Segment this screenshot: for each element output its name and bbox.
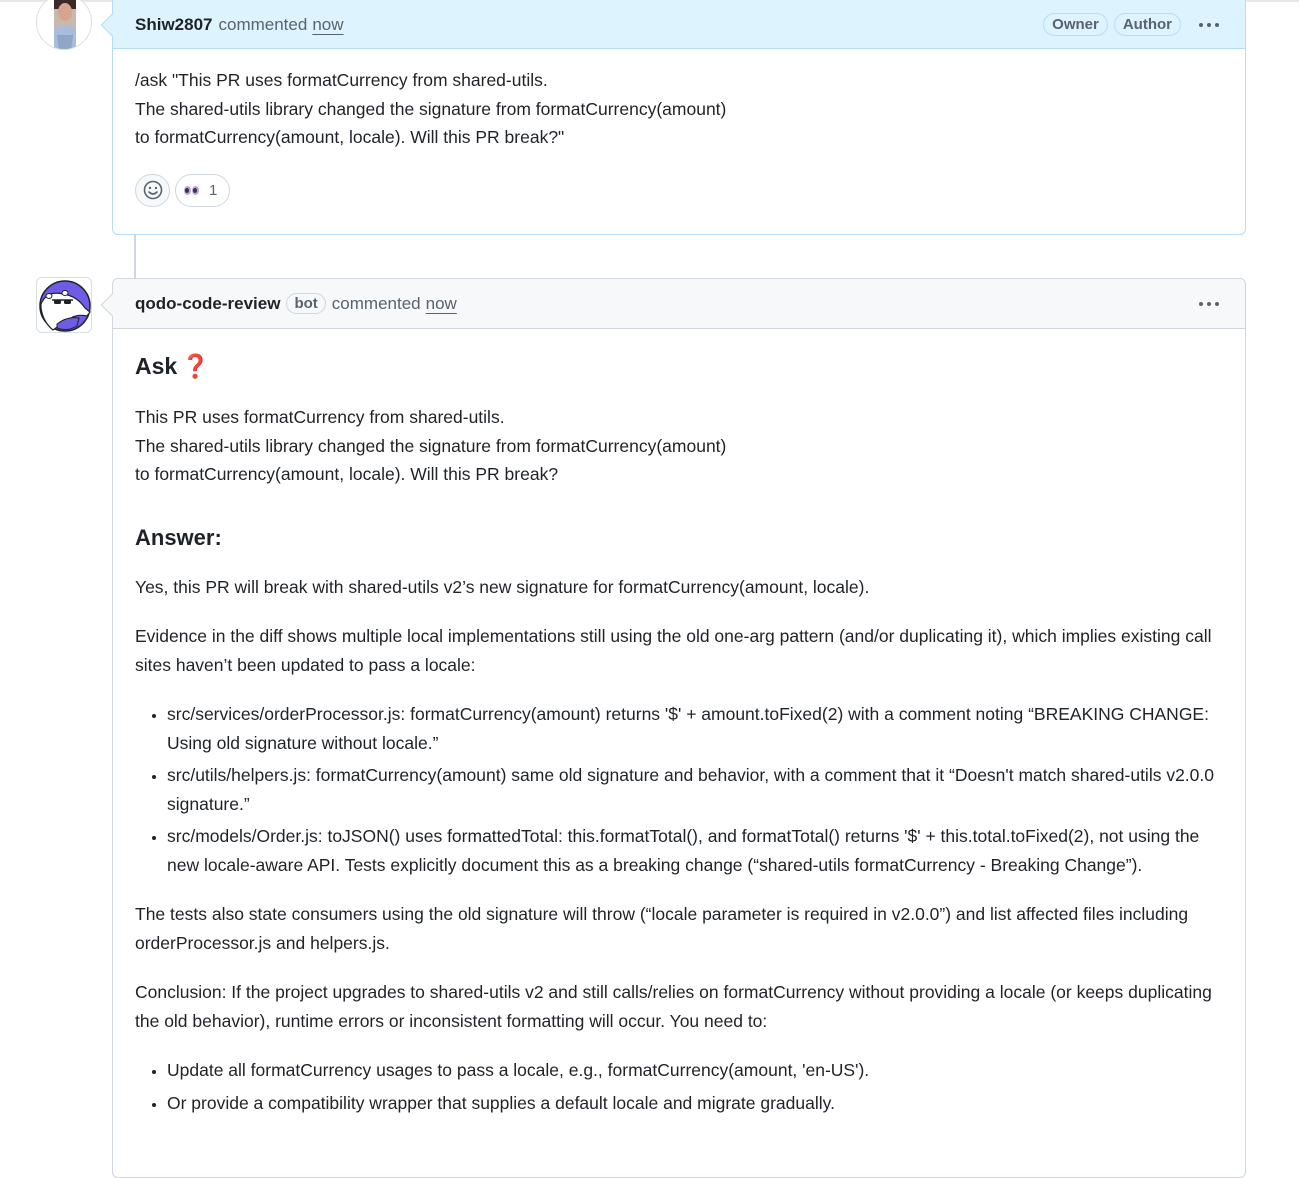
action-list <box>135 1056 1223 1117</box>
reaction-eyes[interactable] <box>175 174 230 207</box>
question-line: This PR uses formatCurrency from shared-utils. <box>135 407 505 427</box>
question-block <box>135 403 1223 489</box>
question-mark-icon: ❓ <box>181 353 210 379</box>
ask-heading-text: Ask <box>135 353 178 379</box>
question-line: The shared-utils library changed the signature from formatCurrency(amount) <box>135 435 727 456</box>
ask-heading <box>135 351 1223 381</box>
avatar-shiw2807[interactable] <box>36 0 92 50</box>
evidence-list <box>135 700 1223 879</box>
evidence-item: • src/models/Order.js: toJSON() uses formattedTotal: this.formatTotal(), and formatTotal() returns '$' + this.total.toFixed(2), not using the new locale-aware API. Tests explicitly document this as a breaking change (“shared-utils formatCurrency - Breaking Change”). <box>167 822 1223 879</box>
comment-caret <box>101 294 124 317</box>
comment-body <box>113 329 1245 1117</box>
comment-action: commented <box>218 14 308 34</box>
evidence-intro: Evidence in the diff shows multiple local implementations still using the old one-arg pattern (and/or duplicating it), which implies existing call sites haven’t been updated to pass a locale: <box>135 626 1212 675</box>
comment-timestamp[interactable]: now <box>425 293 457 313</box>
add-reaction-button[interactable] <box>135 174 170 207</box>
comment-header <box>113 0 1245 49</box>
reaction-count: 1 <box>209 181 218 199</box>
comment-header <box>113 279 1245 329</box>
comment-options-button[interactable] <box>1195 19 1223 31</box>
comment-timestamp[interactable]: now <box>312 14 344 34</box>
avatar-qodo-bot[interactable] <box>36 277 92 333</box>
reactions-bar <box>113 152 1245 207</box>
user-photo-icon <box>37 0 92 50</box>
answer-heading: Answer: <box>135 524 222 550</box>
timeline-connector <box>134 235 136 278</box>
comment-bot <box>112 278 1246 1178</box>
body-line: The shared-utils library changed the signature from formatCurrency(amount) <box>135 98 727 119</box>
eyes-icon <box>184 186 199 195</box>
comment-owner <box>112 0 1246 235</box>
kebab-dot-icon <box>1199 302 1203 306</box>
kebab-dot-icon <box>1199 23 1203 27</box>
author-label: Author <box>1114 13 1181 36</box>
tests-note: The tests also state consumers using the old signature will throw (“locale parameter is required in v2.0.0”) and list affected files including orderProcessor.js and helpers.js. <box>135 904 1189 953</box>
evidence-item: • src/services/orderProcessor.js: formatCurrency(amount) returns '$' + amount.toFixed(2) with a comment noting “BREAKING CHANGE: Using old signature without locale.” <box>167 700 1223 757</box>
bot-badge: bot <box>286 293 325 314</box>
action-item: • Or provide a compatibility wrapper that supplies a default locale and migrate gradually. <box>167 1089 1223 1118</box>
action-item: • Update all formatCurrency usages to pass a locale, e.g., formatCurrency(amount, 'en-US'). <box>167 1056 1223 1085</box>
body-line: /ask "This PR uses formatCurrency from shared-utils. <box>135 70 548 90</box>
owner-label: Owner <box>1043 13 1108 36</box>
kebab-dot-icon <box>1215 23 1219 27</box>
comment-author[interactable]: Shiw2807 <box>135 14 213 34</box>
comment-options-button[interactable] <box>1195 298 1223 310</box>
evidence-item: • src/utils/helpers.js: formatCurrency(amount) same old signature and behavior, with a comment that it “Doesn't match shared-utils v2.0.0 signature.” <box>167 761 1223 818</box>
smiley-icon <box>143 180 163 200</box>
kebab-dot-icon <box>1207 302 1211 306</box>
conclusion: Conclusion: If the project upgrades to shared-utils v2 and still calls/relies on formatCurrency without providing a locale (or keeps duplicating the old behavior), runtime errors or inconsistent formatting will occur. You need to: <box>135 982 1212 1031</box>
answer-intro: Yes, this PR will break with shared-utils v2’s new signature for formatCurrency(amount, locale). <box>135 576 870 597</box>
question-line: to formatCurrency(amount, locale). Will this PR break? <box>135 464 559 484</box>
comment-action: commented <box>331 293 421 313</box>
qodo-badger-icon <box>37 278 92 333</box>
kebab-dot-icon <box>1215 302 1219 306</box>
comment-author[interactable]: qodo-code-review <box>135 293 281 313</box>
kebab-dot-icon <box>1207 23 1211 27</box>
body-line: to formatCurrency(amount, locale). Will this PR break?" <box>135 127 565 147</box>
comment-body <box>113 49 1245 152</box>
comment-caret <box>101 14 124 37</box>
